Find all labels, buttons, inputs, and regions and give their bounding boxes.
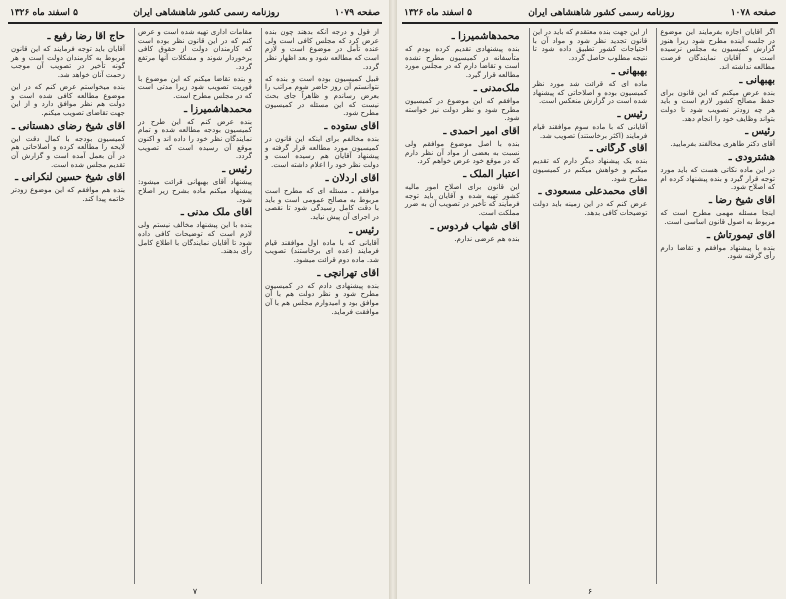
right-page-columns [402, 28, 778, 584]
body-paragraph: از این جهت بنده معتقدم که باید در این قانون تجدید نظر شود و مواد آن با احتیاجات کشور تطبیق داده شود تا نتیجه مطلوب حاصل گردد. [532, 28, 648, 63]
right-page-date: ۵ اسفند ماه ۱۳۲۶ [404, 8, 472, 18]
body-paragraph: و بنده تقاضا میکنم که این موضوع با فوریت تصویب شود زیرا مدتی است که در مجلس مطرح است. [138, 73, 252, 100]
speaker-heading: محمدهاشمیرزا ـ [451, 31, 520, 42]
body-paragraph: بنده هم موافقم که این موضوع زودتر خاتمه پیدا کند. [11, 185, 125, 204]
body-paragraph: ماده ای که قرائت شد مورد نظر کمیسیون بوده و اصلاحاتی که پیشنهاد شده است در گزارش منعکس است. [532, 78, 648, 106]
speaker-heading: بهبهانی ـ [611, 65, 648, 77]
right-page-gazette-title: روزنامه رسمی کشور شاهنشاهی ایران [528, 8, 675, 18]
body-paragraph: مقامات اداری تهیه شده است و عرض کنم که در این قانون نظر بوده است که کارمندان دولت از حقوق کافی برخوردار شوند و مشکلات آنها مرتفع گردد. [138, 28, 252, 71]
body-paragraph: از قول و درجه آنکه بدهند چون بنده عرض کرد که مجلس کافی است ولی عنده تأمل در موضوع است و لازم است که مطالعه شود و بعد اظهار نظر گردد. [265, 28, 379, 71]
speaker-heading: رئیس ـ [745, 126, 775, 138]
text-column [134, 28, 255, 584]
text-column [529, 28, 651, 584]
body-paragraph: قبیل کمیسیون بوده است و بنده که نتوانستم آن روز حاضر شوم مراتب را بعرض رساندم و ظاهراً جای بحث نیست که این مسئله در کمیسیون مطرح شود. [265, 73, 379, 118]
speaker-heading: آقای تیمورتاش ـ [707, 229, 775, 241]
body-paragraph: اینجا مسئله مهمی مطرح است که مربوط به اصول قانون اساسی است. [660, 208, 775, 226]
body-paragraph: آقای دکتر طاهری مخالفند بفرمایید. [670, 139, 775, 149]
left-page-header [8, 6, 382, 24]
text-column [261, 28, 382, 584]
speaker-heading: آقای شیخ رضای دهستانی ـ [11, 120, 125, 132]
body-paragraph: بنده عرض میکنم که این قانون برای حفظ مصالح کشور لازم است و باید هر چه زودتر تصویب شود تا دولت بتواند وظایف خود را انجام دهد. [660, 87, 775, 123]
speaker-heading: آقای شیخ حسین لنکرانی ـ [15, 172, 125, 184]
speaker-heading: آقای گرگانی ـ [589, 143, 648, 155]
speaker-heading: آقای اردلان ـ [325, 172, 379, 184]
speaker-heading: آقای شیخ رضا ـ [708, 195, 775, 207]
text-column [656, 28, 778, 584]
speaker-heading: ملک‌مدنی ـ [473, 82, 520, 94]
body-paragraph: پیشنهاد آقای بهبهانی قرائت میشود: پیشنهاد میکنم ماده بشرح زیر اصلاح شود. [138, 177, 252, 204]
speaker-heading: آقای تهرانچی ـ [317, 267, 379, 279]
speaker-heading: محمدهاشمیرزا ـ [184, 103, 252, 115]
left-page-footer-number: ۷ [192, 587, 198, 596]
speaker-heading: بهبهانی ـ [739, 74, 775, 86]
text-column [8, 28, 128, 584]
body-paragraph: آقایانی که با ماده سوم موافقند قیام فرمایند (اکثر برخاستند) تصویب شد. [532, 121, 648, 140]
body-paragraph: بنده با این پیشنهاد مخالف نیستم ولی لازم است که توضیحات کافی داده شود تا آقایان نمایندگان با اطلاع کامل رأی بدهند. [138, 220, 252, 256]
body-paragraph: بنده یک پیشنهاد دیگر دارم که تقدیم میکنم و خواهش میکنم در کمیسیون مطرح شود. [532, 156, 648, 183]
speaker-heading: آقای محمدعلی مسعودی ـ [538, 186, 648, 198]
right-page-header [402, 6, 778, 24]
right-page-footer-number: ۶ [587, 587, 593, 596]
body-paragraph: بنده هم عرضی ندارم. [454, 233, 520, 243]
body-paragraph: عرض کنم که در این زمینه باید دولت توضیحات کافی بدهد. [532, 199, 648, 218]
body-paragraph: موافقم ـ مسئله ای که مطرح است مربوط به مصالح عمومی است و باید با دقت کامل رسیدگی شود تا نقصی در اجرای آن پیش نیاید. [265, 185, 379, 221]
body-paragraph: بنده پیشنهادی تقدیم کرده بودم که متأسفانه در کمیسیون مطرح نشده است و تقاضا دارم که در مجلس مورد مطالعه قرار گیرد. [404, 44, 520, 80]
right-page [394, 0, 786, 599]
body-paragraph: موافقم که این موضوع در کمیسیون مطرح شود و نظر دولت نیز خواسته شود. [404, 95, 520, 123]
left-page [0, 0, 391, 599]
body-paragraph: این قانون برای اصلاح امور مالیه کشور تهیه شده و آقایان باید توجه فرمایند که تأخیر در تصویب آن به ضرر مملکت است. [404, 182, 520, 218]
speaker-heading: آقای ستوده ـ [324, 121, 379, 133]
left-page-number-label: صفحه ۱۰۷۹ [334, 8, 380, 18]
body-paragraph: بنده مخالفم برای اینکه این قانون در کمیسیون مورد مطالعه قرار گرفته و پیشنهاد آقایان هم رسیده است و دولت نظر خود را اعلام داشته است. [265, 134, 379, 170]
body-paragraph: بنده میخواستم عرض کنم که در این موضوع مطالعه کافی شده است و دولت هم نظر موافق دارد و از این جهت تقاضای تصویب میکنم. [11, 81, 125, 117]
speaker-heading: حاج آقا رضا رفیع ـ [47, 31, 125, 42]
speaker-heading: هشترودی ـ [728, 152, 775, 164]
speaker-heading: رئیس ـ [349, 224, 379, 236]
body-paragraph: آقایان باید توجه فرمایند که این قانون مربوط به کارمندان دولت است و هر گونه تأخیر در تصویب آن موجب زحمت آنان خواهد شد. [11, 44, 125, 80]
left-page-columns [8, 28, 382, 584]
speaker-heading: اعتبار الملک ـ [463, 169, 520, 181]
body-paragraph: بنده با پیشنهاد موافقم و تقاضا دارم رأی گرفته شود. [660, 242, 775, 261]
body-paragraph: اگر آقایان اجازه بفرمایند این موضوع در جلسه آینده مطرح شود زیرا هنوز گزارش کمیسیون به مجلس نرسیده است و آقایان نمایندگان فرصت مطالعه نداشته اند. [660, 28, 775, 71]
speaker-heading: رئیس ـ [222, 164, 252, 176]
text-column [402, 28, 523, 584]
right-page-number-label: صفحه ۱۰۷۸ [730, 8, 776, 18]
speaker-heading: آقای امیر احمدی ـ [443, 125, 520, 137]
body-paragraph: در این ماده نکاتی هست که باید مورد توجه قرار گیرد و بنده پیشنهاد کرده ام که اصلاح شود. [660, 165, 775, 192]
body-paragraph: بنده عرض کنم که این طرح در کمیسیون بودجه مطالعه شده و تمام نمایندگان نظر خود را داده اند و اکنون موقع آن رسیده است که تصویب گردد. [138, 116, 252, 161]
body-paragraph: آقایانی که با ماده اول موافقند قیام فرمایند (عده ای برخاستند) تصویب شد. ماده دوم قرائت میشود. [265, 237, 379, 265]
speaker-heading: آقای شهاب فردوس ـ [430, 220, 520, 232]
left-page-gazette-title: روزنامه رسمی کشور شاهنشاهی ایران [133, 8, 280, 18]
body-paragraph: بنده پیشنهادی دادم که در کمیسیون مطرح شود و نظر دولت هم با آن موافق بود و امیدوارم مجلس هم با آن موافقت فرماید. [265, 280, 379, 316]
left-page-date: ۵ اسفند ماه ۱۳۲۶ [10, 8, 78, 18]
body-paragraph: کمیسیون بودجه با کمال دقت این لایحه را مطالعه کرده و اصلاحاتی هم در آن بعمل آمده است و گزارش آن تقدیم مجلس شده است. [11, 133, 125, 169]
speaker-heading: آقای ملک مدنی ـ [180, 207, 252, 219]
speaker-heading: رئیس ـ [617, 108, 648, 120]
body-paragraph: بنده با اصل موضوع موافقم ولی نسبت به بعضی از مواد آن نظر دارم که در موقع خود عرض خواهم کرد. [404, 138, 520, 166]
